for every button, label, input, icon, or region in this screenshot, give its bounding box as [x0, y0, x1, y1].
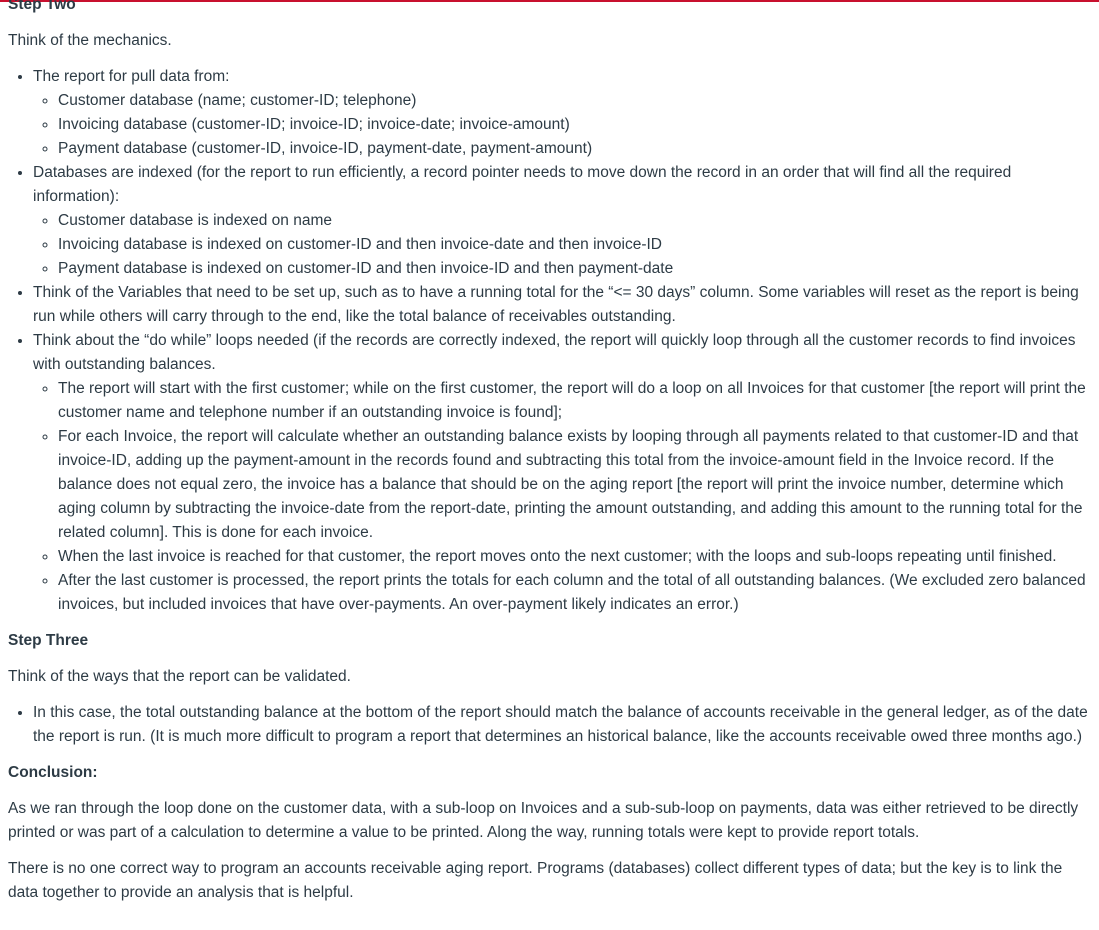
- step-two-intro: Think of the mechanics.: [8, 32, 172, 49]
- conclusion-heading: Conclusion:: [8, 764, 98, 781]
- sub-list: [33, 89, 1094, 161]
- list-item-text: The report for pull data from:: [33, 68, 230, 85]
- step-three-heading: Step Three: [8, 632, 89, 649]
- list-item-text: Databases are indexed (for the report to run efficiently, a record pointer needs to move down the record in an order that will find all the required information):: [33, 164, 1012, 205]
- page-content: [8, 0, 1094, 917]
- sub-list-item: ◦ Payment database is indexed on customer-ID and then invoice-ID and then payment-date: [58, 257, 1094, 281]
- list-item: [33, 329, 1094, 617]
- conclusion-paragraph: There is no one correct way to program an accounts receivable aging report. Programs (databases) collect different types of data; but the key is to link the data together to provide an analysis that is helpful.: [8, 860, 1063, 901]
- sub-list: [33, 209, 1094, 281]
- list-item: [33, 281, 1094, 329]
- list-item: • In this case, the total outstanding balance at the bottom of the report should match the balance of accounts receivable in the general ledger, as of the date the report is run. (It is much more difficult to program a report that determines an historical balance, like the accounts receivable owed three months ago.): [33, 701, 1094, 749]
- sub-list-item: ◦ Invoicing database (customer-ID; invoice-ID; invoice-date; invoice-amount): [58, 113, 1094, 137]
- list-item: [33, 161, 1094, 281]
- sub-list-item: ◦ The report will start with the first customer; while on the first customer, the report will do a loop on all Invoices for that customer [the report will print the customer name and telephone number if an outstanding invoice is found];: [58, 377, 1094, 425]
- step-two-list: [8, 65, 1094, 617]
- list-item-text: Think of the Variables that need to be set up, such as to have a running total for the “<= 30 days” column. Some variables will reset as the report is being run while others will carry through to the end, like the total balance of receivables outstanding.: [33, 284, 1079, 325]
- sub-list-item: ◦ When the last invoice is reached for that customer, the report moves onto the next customer; with the loops and sub-loops repeating until finished.: [58, 545, 1094, 569]
- step-three-list: [8, 701, 1094, 749]
- step-two-heading: Step Two: [8, 0, 76, 13]
- step-three-intro: Think of the ways that the report can be validated.: [8, 668, 351, 685]
- sub-list-item: ◦ Payment database (customer-ID, invoice-ID, payment-date, payment-amount): [58, 137, 1094, 161]
- sub-list-item: ◦ Customer database (name; customer-ID; telephone): [58, 89, 1094, 113]
- list-item-text: Think about the “do while” loops needed (if the records are correctly indexed, the report will quickly loop through all the customer records to find invoices with outstanding balances.: [33, 332, 1076, 373]
- sub-list-item: ◦ Customer database is indexed on name: [58, 209, 1094, 233]
- sub-list-item: ◦ After the last customer is processed, the report prints the totals for each column and the total of all outstanding balances. (We excluded zero balanced invoices, but included invoices that have over-payments. An over-payment likely indicates an error.): [58, 569, 1094, 617]
- sub-list-item: ◦ Invoicing database is indexed on customer-ID and then invoice-date and then invoice-ID: [58, 233, 1094, 257]
- sub-list-item: ◦ For each Invoice, the report will calculate whether an outstanding balance exists by looping through all payments related to that customer-ID and that invoice-ID, adding up the payment-amount in the records found and subtracting this total from the invoice-amount field in the Invoice record. If the balance does not equal zero, the invoice has a balance that should be on the aging report [the report will print the invoice number, determine which aging column by subtracting the invoice-date from the report-date, printing the amount outstanding, and adding this amount to the running total for the related column]. This is done for each invoice.: [58, 425, 1094, 545]
- conclusion-paragraph: As we ran through the loop done on the customer data, with a sub-loop on Invoices and a sub-sub-loop on payments, data was either retrieved to be directly printed or was part of a calculation to determine a value to be printed. Along the way, running totals were kept to provide report totals.: [8, 800, 1079, 841]
- sub-list: [33, 377, 1094, 617]
- list-item: [33, 65, 1094, 161]
